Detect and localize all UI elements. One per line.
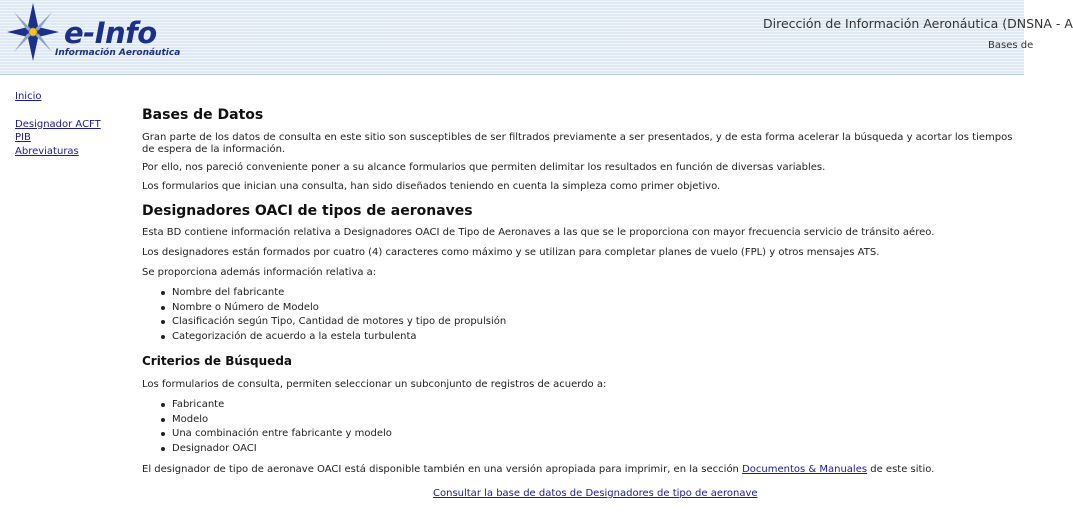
intro-paragraph-1: Gran parte de los datos de consulta en este sitio son susceptibles de ser filtrados previamente a ser presentados, y de esta forma acelerar la búsqueda y acortar los tiempos de espera de la información. xyxy=(142,132,1013,155)
footer-text-after: de este sitio. xyxy=(867,464,935,475)
header-breadcrumb: Bases de xyxy=(988,40,1034,51)
list-item: Modelo xyxy=(142,413,392,428)
sidebar-nav xyxy=(15,90,101,158)
logo-subtitle: Información Aeronáutica xyxy=(55,48,181,58)
page-header xyxy=(0,0,1073,75)
footer-paragraph xyxy=(142,464,1014,476)
criteria-title: Criterios de Búsqueda xyxy=(142,354,293,368)
list-item: Una combinación entre fabricante y modelo xyxy=(142,427,392,442)
criteria-list xyxy=(142,398,392,456)
intro-paragraph-3: Los formularios que inician una consulta, han sido diseñados teniendo en cuenta la simpleza como primer objetivo. xyxy=(142,181,721,192)
criteria-intro: Los formularios de consulta, permiten seleccionar un subconjunto de registros de acuerdo a: xyxy=(142,379,607,390)
page-title: Bases de Datos xyxy=(142,107,264,123)
info-list xyxy=(142,286,506,344)
section-title: Designadores OACI de tipos de aeronaves xyxy=(142,203,473,219)
section-paragraph-1: Esta BD contiene información relativa a Designadores OACI de Tipo de Aeronaves a las que se le proporciona con mayor frecuencia servicio de tránsito aéreo. xyxy=(142,227,935,238)
intro-paragraph-2: Por ello, nos pareció conveniente poner a su alcance formularios que permiten delimitar los resultados en función de diversas variables. xyxy=(142,162,826,173)
section-paragraph-2: Los designadores están formados por cuatro (4) caracteres como máximo y se utilizan para completar planes de vuelo (FPL) y otros mensajes ATS. xyxy=(142,247,880,258)
sidebar-link-inicio[interactable]: Inicio xyxy=(15,91,42,102)
list-item: Designador OACI xyxy=(142,442,392,457)
organization-title: Dirección de Información Aeronáutica (DNSNA - A xyxy=(763,16,1073,31)
consult-database-link[interactable]: Consultar la base de datos de Designadores de tipo de aeronave xyxy=(433,488,758,499)
logo-text: e-Info xyxy=(64,16,157,50)
sidebar-spacer xyxy=(15,104,101,118)
sidebar-link-designador-acft[interactable]: Designador ACFT xyxy=(15,118,101,130)
sidebar-link-pib[interactable]: PIB xyxy=(15,132,31,143)
compass-star-logo-icon xyxy=(6,2,60,62)
list-item: Fabricante xyxy=(142,398,392,413)
footer-text-before: El designador de tipo de aeronave OACI está disponible también en una versión apropiada para imprimir, en la sección xyxy=(142,464,743,475)
documentos-manuales-link[interactable]: Documentos & Manuales xyxy=(742,464,868,475)
list-item: Nombre o Número de Modelo xyxy=(142,301,506,316)
list-item: Categorización de acuerdo a la estela turbulenta xyxy=(142,330,506,345)
section-paragraph-3: Se proporciona además información relativa a: xyxy=(142,267,377,278)
list-item: Nombre del fabricante xyxy=(142,286,506,301)
sidebar-link-abreviaturas[interactable]: Abreviaturas xyxy=(15,145,79,157)
list-item: Clasificación según Tipo, Cantidad de motores y tipo de propulsión xyxy=(142,315,506,330)
